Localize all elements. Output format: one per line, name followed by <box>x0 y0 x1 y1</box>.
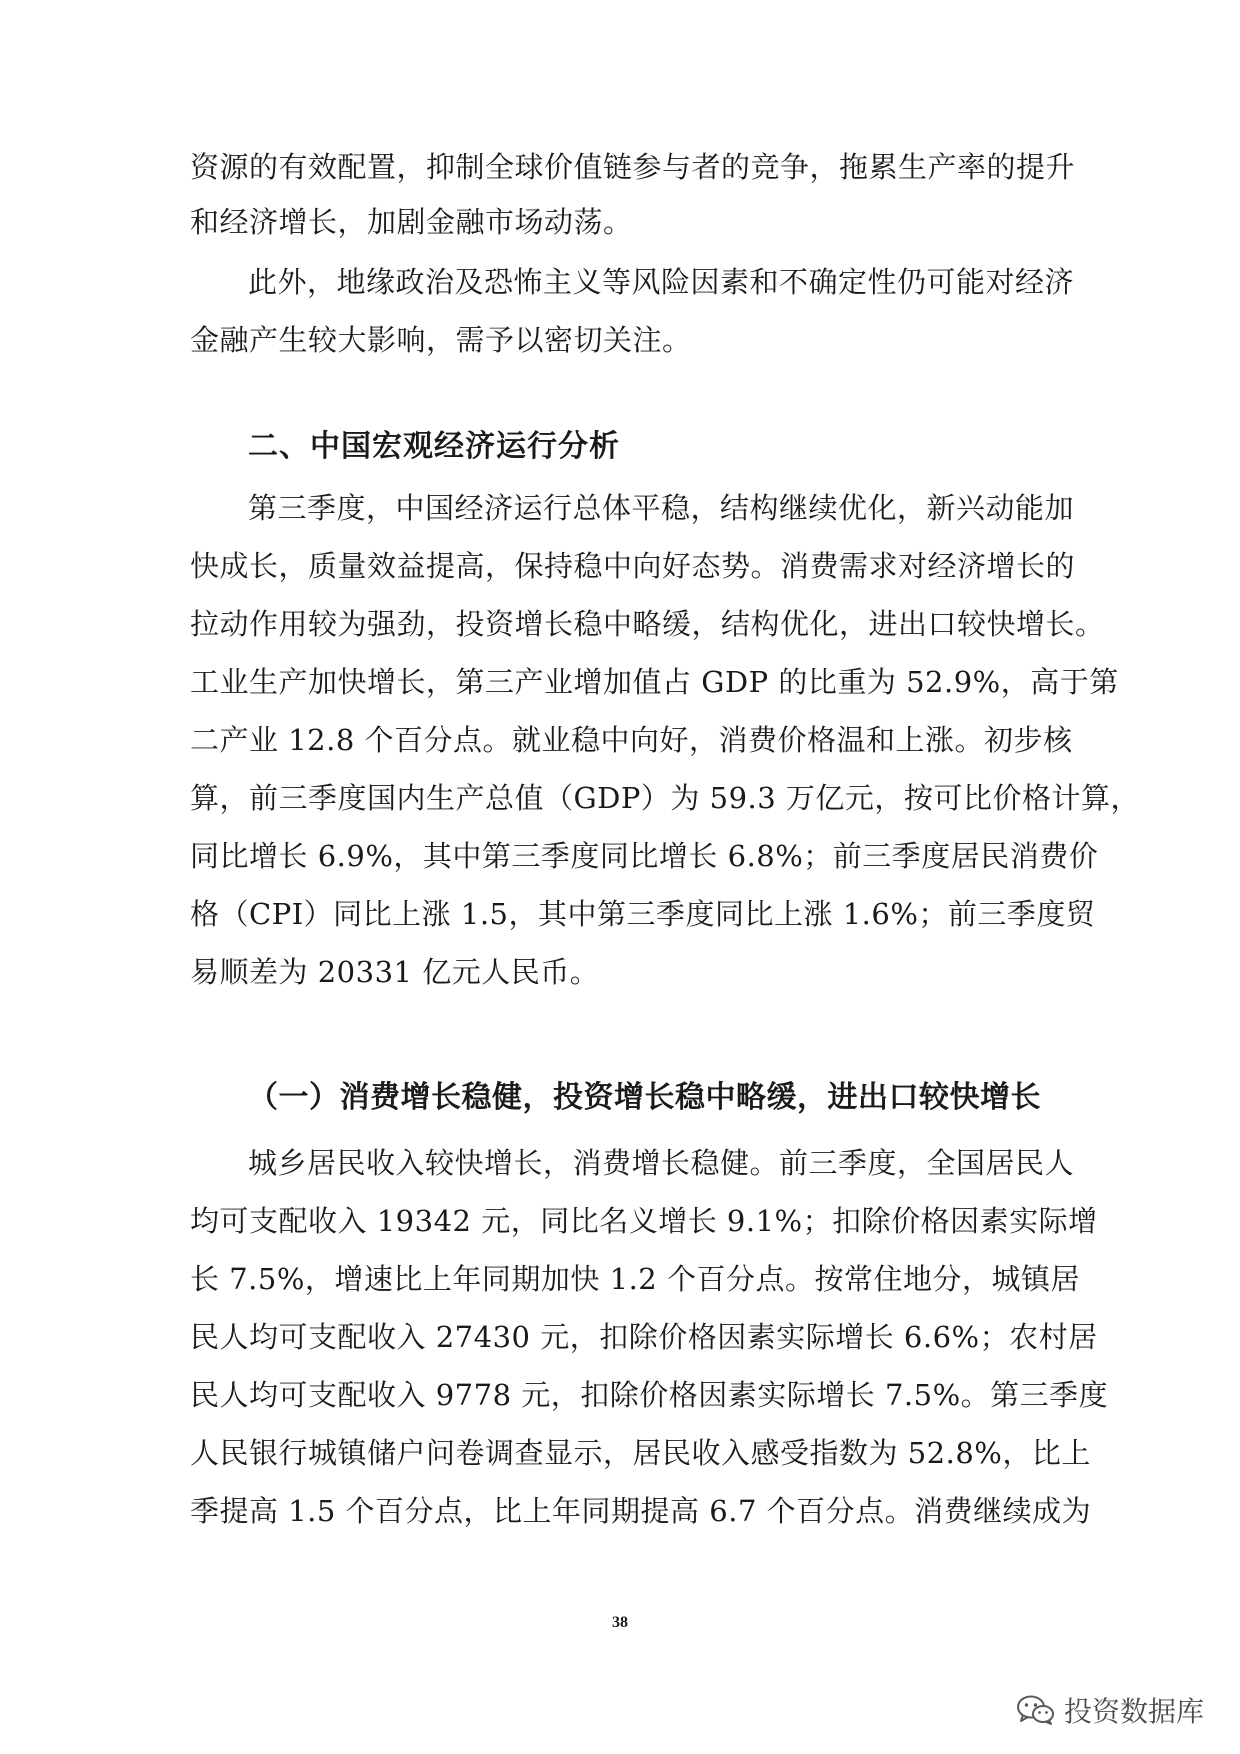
paragraph-line: 长 7.5%，增速比上年同期加快 1.2 个百分点。按常住地分，城镇居 <box>190 1262 1080 1296</box>
paragraph-line: 和经济增长，加剧金融市场动荡。 <box>190 205 633 239</box>
wechat-icon <box>1016 1694 1056 1726</box>
paragraph-line: 人民银行城镇储户问卷调查显示，居民收入感受指数为 52.8%，比上 <box>190 1436 1091 1470</box>
page-number: 38 <box>612 1614 628 1631</box>
watermark-text: 投资数据库 <box>1063 1695 1204 1728</box>
paragraph-line: 易顺差为 20331 亿元人民币。 <box>190 955 600 989</box>
paragraph-line: 金融产生较大影响，需予以密切关注。 <box>190 323 692 357</box>
paragraph-line: 均可支配收入 19342 元，同比名义增长 9.1%；扣除价格因素实际增 <box>190 1204 1098 1238</box>
paragraph-line: 拉动作用较为强劲，投资增长稳中略缓，结构优化，进出口较快增长。 <box>190 607 1105 641</box>
section-heading: 二、中国宏观经济运行分析 <box>248 429 620 464</box>
paragraph-line: 格（CPI）同比上涨 1.5，其中第三季度同比上涨 1.6%；前三季度贸 <box>190 897 1096 931</box>
paragraph-line: 算，前三季度国内生产总值（GDP）为 59.3 万亿元，按可比价格计算， <box>190 781 1140 815</box>
subsection-heading: （一）消费增长稳健，投资增长稳中略缓，进出口较快增长 <box>248 1080 1041 1115</box>
paragraph-line: 工业生产加快增长，第三产业增加值占 GDP 的比重为 52.9%，高于第 <box>190 665 1119 699</box>
paragraph-line: 季提高 1.5 个百分点，比上年同期提高 6.7 个百分点。消费继续成为 <box>190 1494 1092 1528</box>
watermark <box>1016 1690 1204 1730</box>
paragraph-line: 民人均可支配收入 9778 元，扣除价格因素实际增长 7.5%。第三季度 <box>190 1378 1109 1412</box>
paragraph-line: 同比增长 6.9%，其中第三季度同比增长 6.8%；前三季度居民消费价 <box>190 839 1099 873</box>
paragraph-line: 民人均可支配收入 27430 元，扣除价格因素实际增长 6.6%；农村居 <box>190 1320 1098 1354</box>
paragraph-line: 城乡居民收入较快增长，消费增长稳健。前三季度，全国居民人 <box>248 1146 1075 1180</box>
paragraph-line: 二产业 12.8 个百分点。就业稳中向好，消费价格温和上涨。初步核 <box>190 723 1073 757</box>
paragraph-line: 资源的有效配置，抑制全球价值链参与者的竞争，拖累生产率的提升 <box>190 150 1076 184</box>
paragraph-line: 快成长，质量效益提高，保持稳中向好态势。消费需求对经济增长的 <box>190 549 1076 583</box>
paragraph-line: 第三季度，中国经济运行总体平稳，结构继续优化，新兴动能加 <box>248 491 1075 525</box>
paragraph-line: 此外，地缘政治及恐怖主义等风险因素和不确定性仍可能对经济 <box>248 265 1075 299</box>
